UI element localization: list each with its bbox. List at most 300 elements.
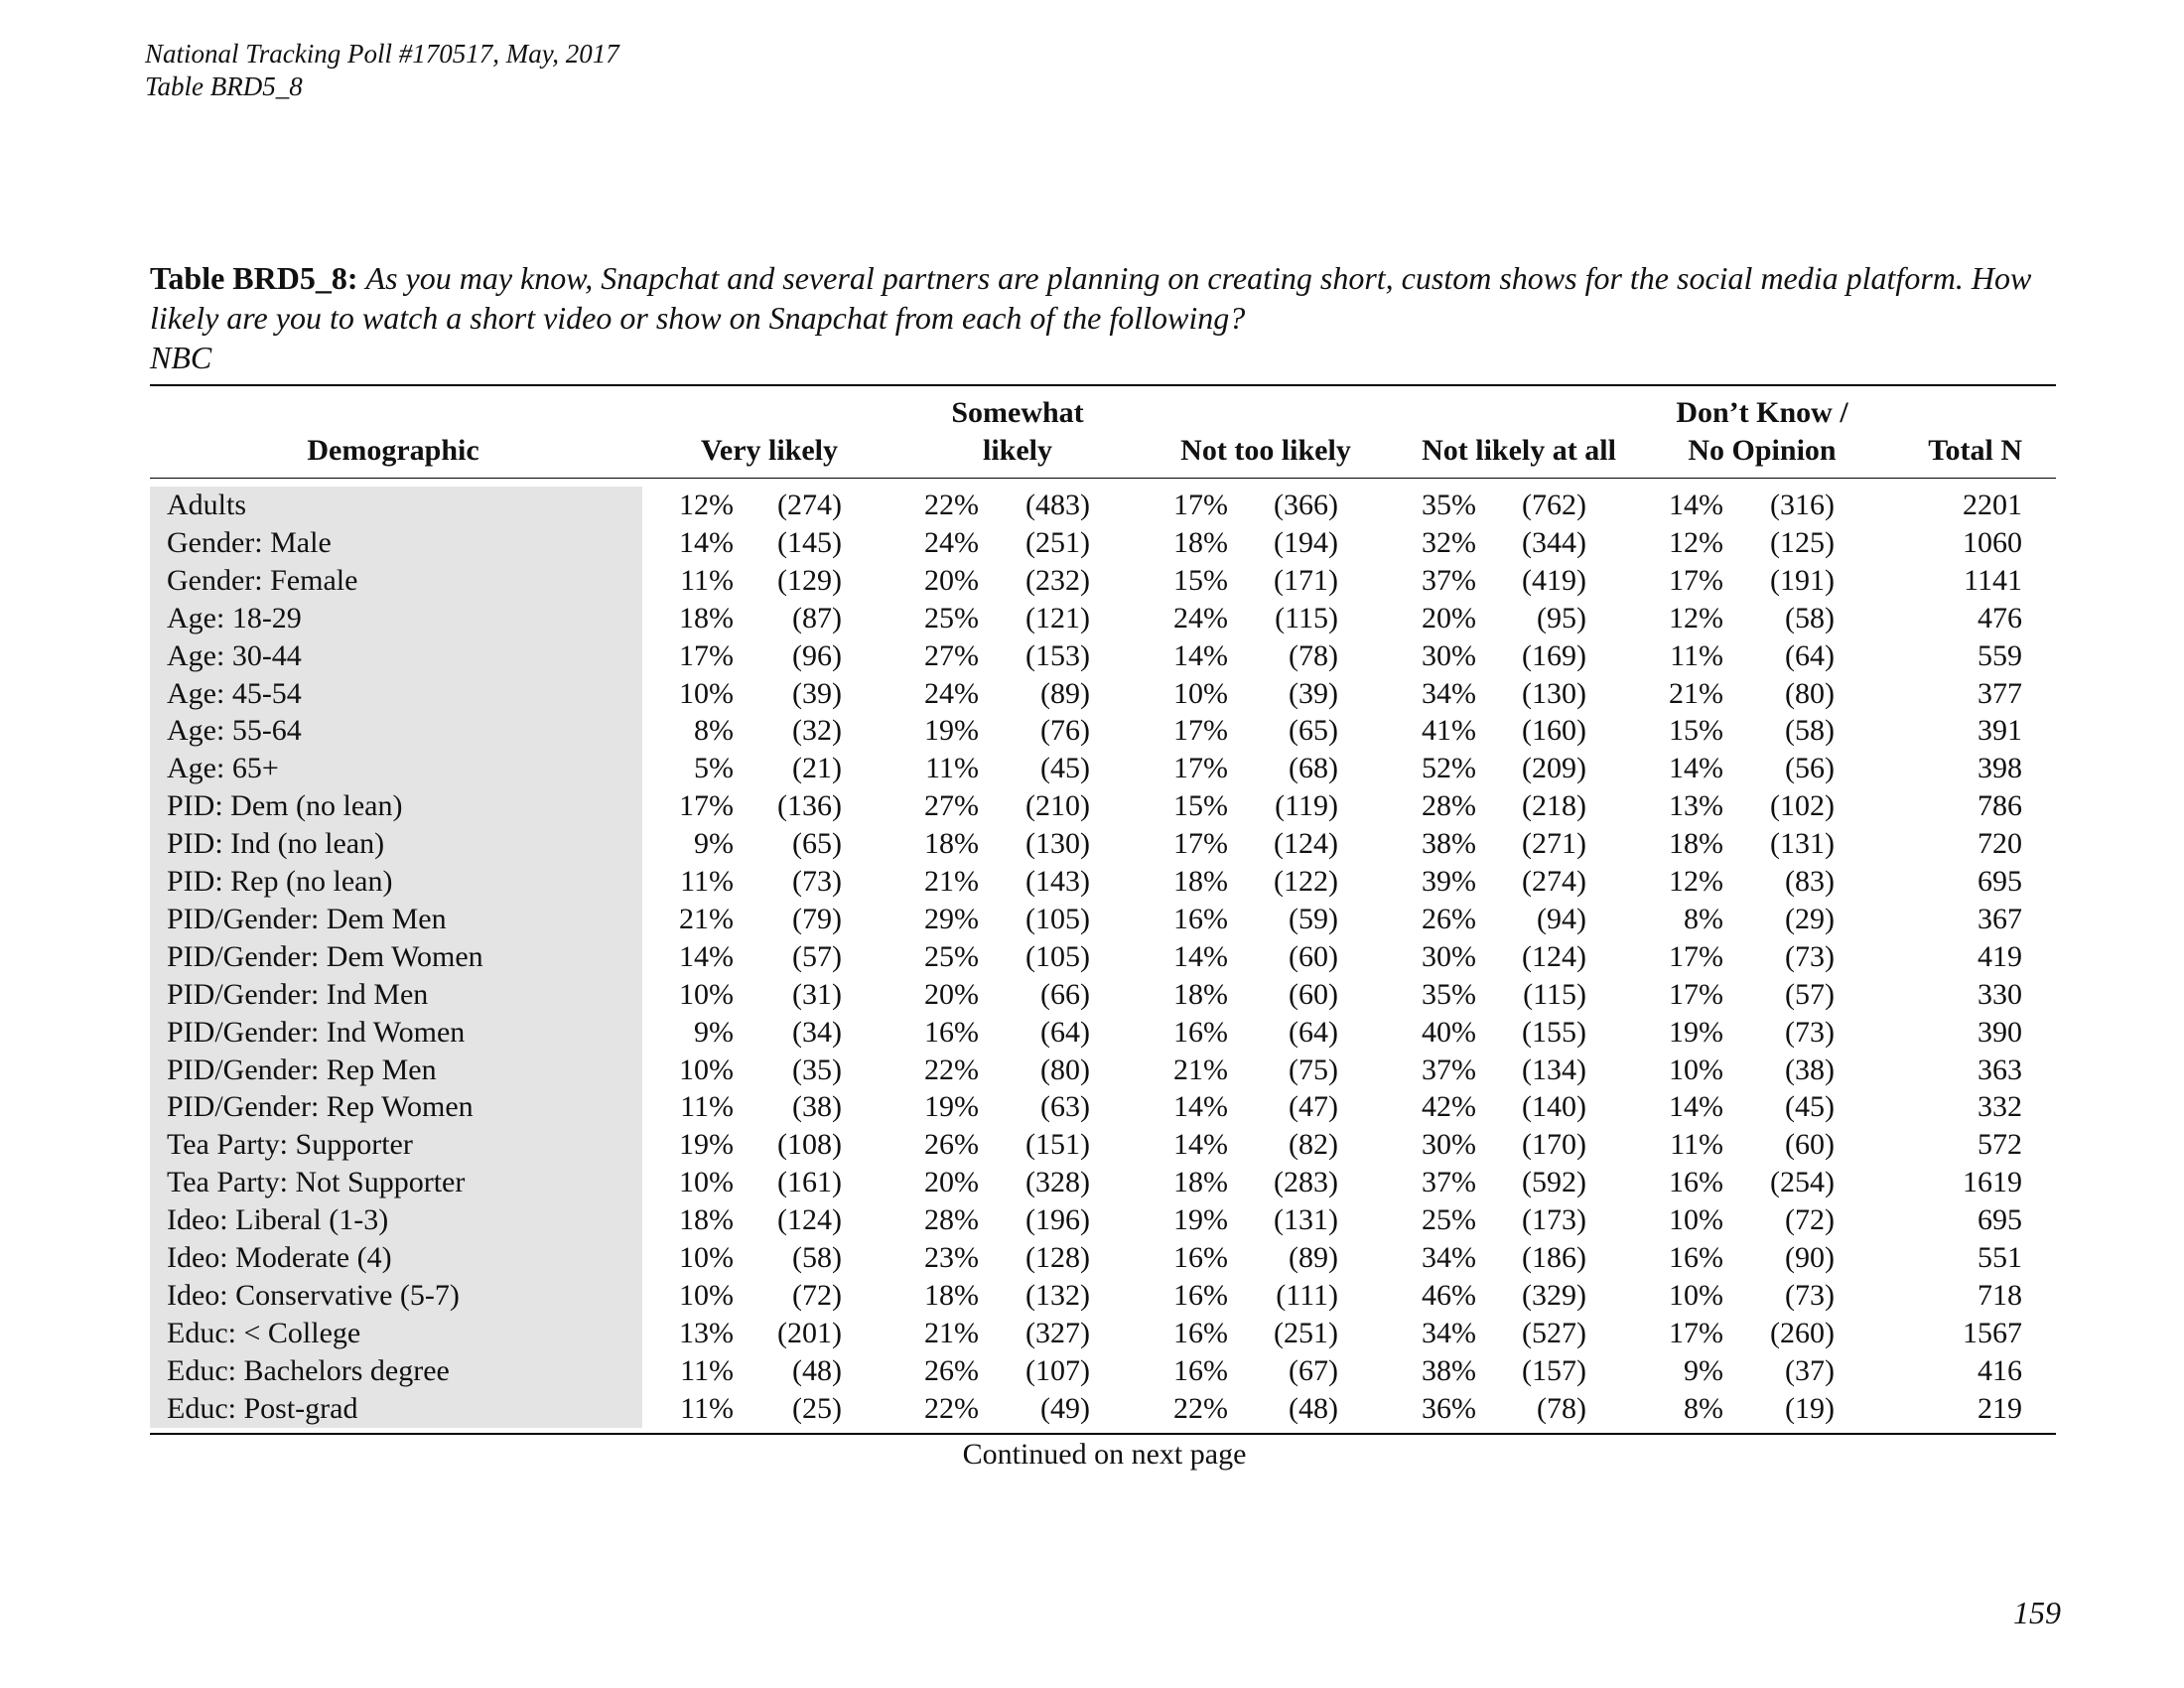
cell-percent: 38%: [1422, 827, 1476, 861]
cell-total: 1619: [1963, 1166, 2022, 1199]
cell-total: 330: [1978, 977, 2022, 1011]
cell-percent: 17%: [1173, 489, 1228, 521]
cell-percent: 23%: [924, 1241, 979, 1274]
table-row: [150, 1052, 2056, 1089]
cell-count: (143): [1025, 865, 1090, 898]
cell-percent: 10%: [1173, 676, 1228, 710]
cell-percent: 46%: [1422, 1278, 1476, 1312]
cell-percent: 14%: [1669, 752, 1723, 785]
cell-percent: 11%: [680, 1391, 734, 1425]
row-label: PID/Gender: Rep Men: [167, 1053, 437, 1086]
cell-count: (419): [1522, 563, 1586, 597]
row-label: Ideo: Moderate (4): [167, 1241, 392, 1274]
cell-count: (73): [1785, 939, 1835, 973]
cell-count: (153): [1025, 638, 1090, 672]
cell-percent: 16%: [1669, 1241, 1723, 1274]
table-row: [150, 1239, 2056, 1277]
cell-percent: 34%: [1422, 676, 1476, 710]
cell-percent: 21%: [1669, 676, 1723, 710]
table-row: [150, 787, 2056, 825]
cell-count: (73): [1785, 1015, 1835, 1049]
cell-count: (155): [1522, 1015, 1586, 1049]
cell-count: (186): [1522, 1241, 1586, 1274]
cell-count: (145): [777, 525, 842, 559]
row-label: PID: Dem (no lean): [167, 789, 403, 823]
cell-percent: 25%: [1422, 1203, 1476, 1237]
row-label: PID/Gender: Dem Men: [167, 902, 447, 935]
cell-count: (73): [792, 865, 842, 898]
cell-count: (35): [792, 1053, 842, 1086]
cell-count: (131): [1770, 827, 1835, 861]
cell-percent: 18%: [1173, 525, 1228, 559]
cell-percent: 17%: [679, 638, 734, 672]
cell-count: (90): [1785, 1241, 1835, 1274]
cell-total: 332: [1978, 1090, 2022, 1124]
col-header-very-likely: Very likely: [700, 434, 839, 467]
cell-count: (218): [1522, 789, 1586, 823]
cell-count: (328): [1025, 1166, 1090, 1199]
cell-count: (64): [1289, 1015, 1338, 1049]
cell-count: (72): [792, 1278, 842, 1312]
cell-count: (31): [792, 977, 842, 1011]
cell-total: 1567: [1963, 1316, 2022, 1349]
col-header-not-too-likely: Not too likely: [1180, 434, 1351, 467]
cell-percent: 11%: [680, 1353, 734, 1387]
cell-percent: 16%: [1173, 1316, 1228, 1349]
cell-percent: 27%: [924, 789, 979, 823]
cell-count: (89): [1289, 1241, 1338, 1274]
cell-count: (132): [1025, 1278, 1090, 1312]
table-row: [150, 562, 2056, 600]
cell-percent: 12%: [679, 489, 734, 521]
cell-count: (157): [1522, 1353, 1586, 1387]
cell-percent: 20%: [924, 977, 979, 1011]
cell-total: 1060: [1963, 525, 2022, 559]
table-row: [150, 1352, 2056, 1390]
caption-label: Table BRD5_8:: [150, 260, 358, 296]
cell-percent: 11%: [925, 752, 979, 785]
cell-count: (483): [1025, 489, 1090, 521]
cell-count: (38): [792, 1090, 842, 1124]
cell-percent: 13%: [1669, 789, 1723, 823]
cell-count: (60): [1289, 977, 1338, 1011]
table-row: [150, 1164, 2056, 1201]
cell-count: (260): [1770, 1316, 1835, 1349]
cell-count: (191): [1770, 563, 1835, 597]
table-id: Table BRD5_8: [145, 71, 303, 101]
caption-subject: NBC: [150, 340, 212, 375]
table-row: [150, 487, 2056, 524]
row-label: Age: 18-29: [167, 601, 302, 634]
table-row: [150, 1014, 2056, 1052]
cell-count: (29): [1785, 902, 1835, 935]
cell-percent: 18%: [924, 1278, 979, 1312]
cell-count: (124): [1274, 827, 1338, 861]
cell-count: (119): [1275, 789, 1338, 823]
cell-count: (129): [777, 563, 842, 597]
col-header-dont-know-line1: Don’t Know /: [1676, 396, 1848, 429]
cell-count: (60): [1289, 939, 1338, 973]
cell-percent: 21%: [924, 1316, 979, 1349]
cell-count: (527): [1522, 1316, 1586, 1349]
cell-percent: 10%: [1669, 1203, 1723, 1237]
cell-count: (83): [1785, 865, 1835, 898]
row-label: Tea Party: Supporter: [167, 1128, 413, 1162]
cell-count: (251): [1274, 1316, 1338, 1349]
cell-percent: 11%: [680, 865, 734, 898]
cell-total: 718: [1978, 1278, 2022, 1312]
cell-percent: 9%: [1684, 1353, 1723, 1387]
cell-count: (592): [1522, 1166, 1586, 1199]
cell-count: (73): [1785, 1278, 1835, 1312]
col-header-dont-know-line2: No Opinion: [1688, 434, 1837, 467]
cell-percent: 16%: [1173, 1353, 1228, 1387]
cell-percent: 21%: [679, 902, 734, 935]
cell-percent: 24%: [924, 676, 979, 710]
cell-percent: 26%: [1422, 902, 1476, 935]
cell-count: (68): [1289, 752, 1338, 785]
cell-count: (32): [792, 714, 842, 748]
row-label: PID/Gender: Dem Women: [167, 939, 483, 973]
cell-percent: 9%: [694, 1015, 734, 1049]
row-label: Ideo: Conservative (5-7): [167, 1278, 460, 1312]
cell-percent: 17%: [1173, 827, 1228, 861]
cell-percent: 37%: [1422, 1053, 1476, 1086]
table-row: [150, 1315, 2056, 1352]
cell-count: (762): [1522, 489, 1586, 521]
cell-percent: 22%: [1173, 1391, 1228, 1425]
cell-percent: 11%: [680, 1090, 734, 1124]
cell-count: (48): [1289, 1391, 1338, 1425]
cell-count: (254): [1770, 1166, 1835, 1199]
cell-percent: 19%: [924, 1090, 979, 1124]
table-row: [150, 1277, 2056, 1315]
row-label: Ideo: Liberal (1-3): [167, 1203, 389, 1237]
cell-count: (38): [1785, 1053, 1835, 1086]
cell-count: (232): [1025, 563, 1090, 597]
row-label: PID/Gender: Ind Women: [167, 1015, 466, 1049]
cell-percent: 30%: [1422, 638, 1476, 672]
row-label: Gender: Female: [167, 563, 358, 597]
cell-percent: 15%: [1173, 789, 1228, 823]
cell-count: (136): [777, 789, 842, 823]
cell-percent: 42%: [1422, 1090, 1476, 1124]
cell-percent: 36%: [1422, 1391, 1476, 1425]
cell-percent: 21%: [924, 865, 979, 898]
cell-count: (130): [1025, 827, 1090, 861]
cell-percent: 14%: [1669, 1090, 1723, 1124]
cell-percent: 27%: [924, 638, 979, 672]
table-row: [150, 524, 2056, 562]
table-row: [150, 901, 2056, 938]
table-row: [150, 712, 2056, 750]
cell-count: (105): [1025, 939, 1090, 973]
cell-count: (271): [1522, 827, 1586, 861]
cell-percent: 30%: [1422, 939, 1476, 973]
cell-percent: 35%: [1422, 489, 1476, 521]
cell-count: (122): [1274, 865, 1338, 898]
cell-count: (209): [1522, 752, 1586, 785]
cell-count: (274): [1522, 865, 1586, 898]
cell-count: (210): [1025, 789, 1090, 823]
cell-percent: 12%: [1669, 525, 1723, 559]
cell-count: (89): [1040, 676, 1090, 710]
row-label: PID: Ind (no lean): [167, 827, 385, 861]
cell-count: (96): [792, 638, 842, 672]
table-row: [150, 600, 2056, 637]
cell-count: (19): [1785, 1391, 1835, 1425]
cell-percent: 19%: [1173, 1203, 1228, 1237]
cell-count: (78): [1289, 638, 1338, 672]
cell-percent: 24%: [1173, 601, 1228, 634]
cell-percent: 16%: [1173, 1015, 1228, 1049]
cell-percent: 20%: [1422, 601, 1476, 634]
cell-percent: 19%: [1669, 1015, 1723, 1049]
cell-total: 695: [1978, 865, 2022, 898]
cell-count: (327): [1025, 1316, 1090, 1349]
cell-count: (75): [1289, 1053, 1338, 1086]
cell-percent: 32%: [1422, 525, 1476, 559]
cell-total: 377: [1978, 676, 2022, 710]
cell-count: (201): [777, 1316, 842, 1349]
cell-percent: 37%: [1422, 1166, 1476, 1199]
cell-count: (45): [1785, 1090, 1835, 1124]
cell-percent: 34%: [1422, 1241, 1476, 1274]
cell-count: (115): [1523, 977, 1586, 1011]
cell-count: (39): [792, 676, 842, 710]
col-header-not-likely-at-all: Not likely at all: [1422, 434, 1616, 467]
cell-percent: 18%: [1173, 977, 1228, 1011]
cell-total: 391: [1978, 714, 2022, 748]
cell-percent: 8%: [1684, 902, 1723, 935]
cell-percent: 12%: [1669, 865, 1723, 898]
cell-count: (134): [1522, 1053, 1586, 1086]
row-label: Tea Party: Not Supporter: [167, 1166, 466, 1199]
cell-percent: 10%: [1669, 1278, 1723, 1312]
cell-percent: 18%: [679, 601, 734, 634]
cell-count: (58): [1785, 601, 1835, 634]
cell-percent: 25%: [924, 939, 979, 973]
cell-count: (366): [1274, 489, 1338, 521]
cell-percent: 41%: [1422, 714, 1476, 748]
cell-count: (130): [1522, 676, 1586, 710]
cell-percent: 25%: [924, 601, 979, 634]
cell-percent: 15%: [1173, 563, 1228, 597]
col-header-somewhat-likely: [903, 394, 1132, 470]
cell-total: 559: [1978, 638, 2022, 672]
cell-count: (171): [1274, 563, 1338, 597]
cell-total: 551: [1978, 1241, 2022, 1274]
cell-percent: 10%: [679, 1278, 734, 1312]
cell-percent: 20%: [924, 563, 979, 597]
cell-count: (173): [1522, 1203, 1586, 1237]
cell-total: 1141: [1964, 563, 2022, 597]
cell-count: (72): [1785, 1203, 1835, 1237]
cell-count: (316): [1770, 489, 1835, 521]
cell-percent: 11%: [680, 563, 734, 597]
cell-total: 572: [1978, 1128, 2022, 1162]
cell-count: (94): [1537, 902, 1586, 935]
cell-percent: 10%: [679, 977, 734, 1011]
cell-count: (65): [1289, 714, 1338, 748]
row-label: Gender: Male: [167, 525, 332, 559]
cell-count: (105): [1025, 902, 1090, 935]
cell-percent: 17%: [1669, 1316, 1723, 1349]
cell-percent: 39%: [1422, 865, 1476, 898]
row-label: Age: 65+: [167, 752, 279, 785]
cell-percent: 26%: [924, 1128, 979, 1162]
cell-percent: 40%: [1422, 1015, 1476, 1049]
cell-count: (66): [1040, 977, 1090, 1011]
col-header-demographic: Demographic: [307, 434, 479, 467]
cell-percent: 29%: [924, 902, 979, 935]
row-label: PID/Gender: Rep Women: [167, 1090, 474, 1124]
row-label: Educ: < College: [167, 1316, 361, 1349]
cell-percent: 22%: [924, 489, 979, 521]
cell-total: 390: [1978, 1015, 2022, 1049]
row-label: PID: Rep (no lean): [167, 865, 393, 898]
cell-count: (80): [1040, 1053, 1090, 1086]
cell-percent: 14%: [1173, 1128, 1228, 1162]
cell-count: (45): [1040, 752, 1090, 785]
cell-count: (161): [777, 1166, 842, 1199]
cell-percent: 21%: [1173, 1053, 1228, 1086]
cell-count: (56): [1785, 752, 1835, 785]
cell-percent: 5%: [694, 752, 734, 785]
cell-percent: 14%: [679, 525, 734, 559]
col-header-somewhat-line2: likely: [982, 434, 1052, 467]
cell-count: (121): [1025, 601, 1090, 634]
cell-percent: 10%: [679, 676, 734, 710]
cell-percent: 17%: [1173, 752, 1228, 785]
cell-percent: 13%: [679, 1316, 734, 1349]
cell-total: 367: [1978, 902, 2022, 935]
cell-count: (57): [792, 939, 842, 973]
cell-total: 363: [1978, 1053, 2022, 1086]
table-row: [150, 825, 2056, 863]
cell-count: (95): [1537, 601, 1586, 634]
cell-percent: 10%: [679, 1053, 734, 1086]
cell-percent: 37%: [1422, 563, 1476, 597]
page-number: 159: [2013, 1595, 2061, 1630]
cell-percent: 52%: [1422, 752, 1476, 785]
cell-count: (128): [1025, 1241, 1090, 1274]
cell-percent: 22%: [924, 1391, 979, 1425]
cell-count: (131): [1274, 1203, 1338, 1237]
cell-count: (115): [1275, 601, 1338, 634]
cell-count: (78): [1537, 1391, 1586, 1425]
cell-count: (124): [1522, 939, 1586, 973]
row-label: Age: 45-54: [167, 676, 302, 710]
cell-count: (47): [1289, 1090, 1338, 1124]
cell-count: (87): [792, 601, 842, 634]
cell-percent: 20%: [924, 1166, 979, 1199]
cell-percent: 14%: [1173, 1090, 1228, 1124]
row-label: Age: 55-64: [167, 714, 302, 748]
cell-count: (82): [1289, 1128, 1338, 1162]
cell-percent: 15%: [1669, 714, 1723, 748]
cell-percent: 17%: [1669, 939, 1723, 973]
cell-count: (251): [1025, 525, 1090, 559]
cell-percent: 14%: [1669, 489, 1723, 521]
table-row: [150, 938, 2056, 976]
cell-count: (160): [1522, 714, 1586, 748]
table-header-rule: [150, 478, 2056, 479]
cell-count: (39): [1289, 676, 1338, 710]
col-header-total-n: Total N: [1928, 434, 2022, 467]
cell-count: (170): [1522, 1128, 1586, 1162]
poll-title: National Tracking Poll #170517, May, 2017: [145, 39, 619, 69]
cell-percent: 30%: [1422, 1128, 1476, 1162]
table-row: [150, 675, 2056, 713]
cell-total: 219: [1978, 1391, 2022, 1425]
col-header-somewhat-line1: Somewhat: [951, 396, 1084, 429]
cell-percent: 16%: [1173, 1278, 1228, 1312]
cell-count: (49): [1040, 1391, 1090, 1425]
cell-count: (151): [1025, 1128, 1090, 1162]
continued-note: Continued on next page: [962, 1438, 1247, 1471]
table-caption: [150, 258, 2056, 377]
cell-percent: 9%: [694, 827, 734, 861]
running-header: [145, 38, 619, 103]
cell-percent: 38%: [1422, 1353, 1476, 1387]
cell-percent: 26%: [924, 1353, 979, 1387]
cell-count: (196): [1025, 1203, 1090, 1237]
cell-count: (107): [1025, 1353, 1090, 1387]
cell-count: (64): [1040, 1015, 1090, 1049]
cell-count: (25): [792, 1391, 842, 1425]
table-row: [150, 976, 2056, 1014]
cell-total: 2201: [1963, 489, 2022, 521]
cell-total: 720: [1978, 827, 2022, 861]
cell-percent: 18%: [1173, 865, 1228, 898]
cell-percent: 18%: [1173, 1166, 1228, 1199]
cell-percent: 16%: [924, 1015, 979, 1049]
table-row: [150, 637, 2056, 675]
cell-percent: 34%: [1422, 1316, 1476, 1349]
table-row: [150, 1126, 2056, 1164]
table-row: [150, 863, 2056, 901]
cell-count: (76): [1040, 714, 1090, 748]
cell-count: (21): [792, 752, 842, 785]
cell-percent: 17%: [679, 789, 734, 823]
cell-percent: 35%: [1422, 977, 1476, 1011]
cell-count: (48): [792, 1353, 842, 1387]
cell-count: (329): [1522, 1278, 1586, 1312]
cell-count: (125): [1770, 525, 1835, 559]
cell-percent: 17%: [1173, 714, 1228, 748]
table-row: [150, 750, 2056, 787]
cell-count: (283): [1274, 1166, 1338, 1199]
cell-percent: 8%: [1684, 1391, 1723, 1425]
cell-count: (140): [1522, 1090, 1586, 1124]
cell-count: (65): [792, 827, 842, 861]
cell-count: (80): [1785, 676, 1835, 710]
cell-percent: 14%: [1173, 939, 1228, 973]
cell-count: (344): [1522, 525, 1586, 559]
cell-count: (274): [777, 489, 842, 521]
col-header-dont-know: [1648, 394, 1876, 470]
cell-percent: 22%: [924, 1053, 979, 1086]
row-label: Age: 30-44: [167, 638, 302, 672]
cell-percent: 10%: [679, 1241, 734, 1274]
cell-count: (111): [1276, 1278, 1338, 1312]
row-label: Educ: Bachelors degree: [167, 1353, 450, 1387]
cell-count: (63): [1040, 1090, 1090, 1124]
cell-count: (67): [1289, 1353, 1338, 1387]
table-row: [150, 1201, 2056, 1239]
cell-count: (60): [1785, 1128, 1835, 1162]
